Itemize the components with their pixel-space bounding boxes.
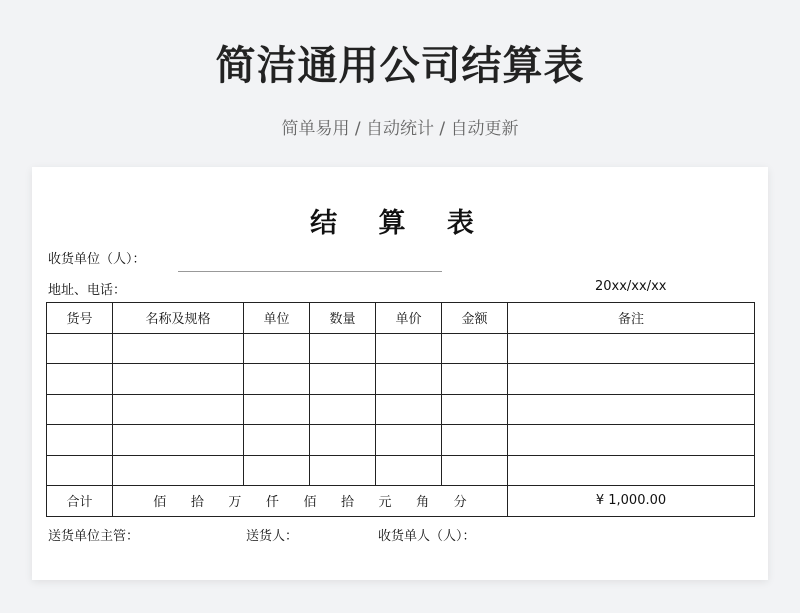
table-cell[interactable] — [244, 425, 310, 456]
table-cell[interactable] — [376, 455, 442, 486]
table-cell[interactable] — [442, 333, 508, 364]
table-cell[interactable] — [47, 333, 113, 364]
column-header: 备注 — [508, 303, 755, 334]
table-cell[interactable] — [508, 333, 755, 364]
table-cell[interactable] — [244, 455, 310, 486]
table-cell[interactable] — [244, 333, 310, 364]
shipper-label: 送货人： — [246, 529, 299, 544]
date-value: 20xx/xx/xx — [595, 279, 667, 294]
column-header: 货号 — [47, 303, 113, 334]
amount-unit: 角 — [416, 495, 430, 511]
table-cell[interactable] — [244, 364, 310, 395]
table-cell[interactable] — [47, 455, 113, 486]
table-cell[interactable] — [310, 364, 376, 395]
table-cell[interactable] — [310, 333, 376, 364]
amount-unit: 拾 — [190, 495, 204, 511]
total-row — [47, 486, 755, 517]
table-cell[interactable] — [310, 455, 376, 486]
column-header: 单价 — [376, 303, 442, 334]
table-cell[interactable] — [47, 364, 113, 395]
table-cell[interactable] — [442, 425, 508, 456]
table-cell[interactable] — [376, 364, 442, 395]
amount-unit: 佰 — [303, 495, 317, 511]
table-row — [47, 333, 755, 364]
table-cell[interactable] — [113, 364, 244, 395]
table-row — [47, 455, 755, 486]
page-title: 简洁通用公司结算表 — [215, 43, 585, 89]
table-cell[interactable] — [508, 455, 755, 486]
table-cell[interactable] — [376, 425, 442, 456]
amount-unit: 拾 — [341, 495, 355, 511]
sheet-title: 结 算 表 — [310, 208, 490, 239]
table-cell[interactable] — [508, 364, 755, 395]
recipient-label: 收货单位（人）： — [48, 252, 146, 267]
table-cell[interactable] — [47, 394, 113, 425]
table-cell[interactable] — [442, 394, 508, 425]
amount-unit: 元 — [378, 495, 392, 511]
table-cell[interactable] — [113, 455, 244, 486]
page-subtitle: 简单易用 / 自动统计 / 自动更新 — [281, 119, 519, 139]
table-cell[interactable] — [310, 425, 376, 456]
table-cell[interactable] — [508, 425, 755, 456]
receiver-label: 收货单人（人）： — [378, 529, 476, 544]
table-cell[interactable] — [113, 425, 244, 456]
table-row — [47, 425, 755, 456]
total-label: 合计 — [47, 486, 113, 517]
table-cell[interactable] — [442, 364, 508, 395]
table-cell[interactable] — [113, 394, 244, 425]
table-cell[interactable] — [310, 394, 376, 425]
total-amount: ¥ 1,000.00 — [508, 486, 755, 517]
table-cell[interactable] — [244, 394, 310, 425]
amount-unit: 仟 — [265, 495, 279, 511]
table-cell[interactable] — [376, 394, 442, 425]
address-phone-label: 地址、电话： — [48, 283, 127, 298]
column-header: 名称及规格 — [113, 303, 244, 334]
column-header: 单位 — [244, 303, 310, 334]
table-row — [47, 364, 755, 395]
column-header: 数量 — [310, 303, 376, 334]
table-cell[interactable] — [508, 394, 755, 425]
table-row — [47, 394, 755, 425]
amount-unit: 佰 — [153, 495, 167, 511]
table-cell[interactable] — [113, 333, 244, 364]
settlement-sheet — [32, 167, 768, 580]
table-cell[interactable] — [47, 425, 113, 456]
table-cell[interactable] — [376, 333, 442, 364]
amount-unit: 万 — [228, 495, 242, 511]
amount-unit: 分 — [453, 495, 467, 511]
recipient-input-line[interactable] — [178, 271, 442, 272]
settlement-table — [46, 302, 755, 517]
table-cell[interactable] — [442, 455, 508, 486]
column-header: 金额 — [442, 303, 508, 334]
table-header-row — [47, 303, 755, 334]
amount-in-words-cell[interactable] — [113, 486, 508, 517]
shipper-manager-label: 送货单位主管： — [48, 529, 140, 544]
